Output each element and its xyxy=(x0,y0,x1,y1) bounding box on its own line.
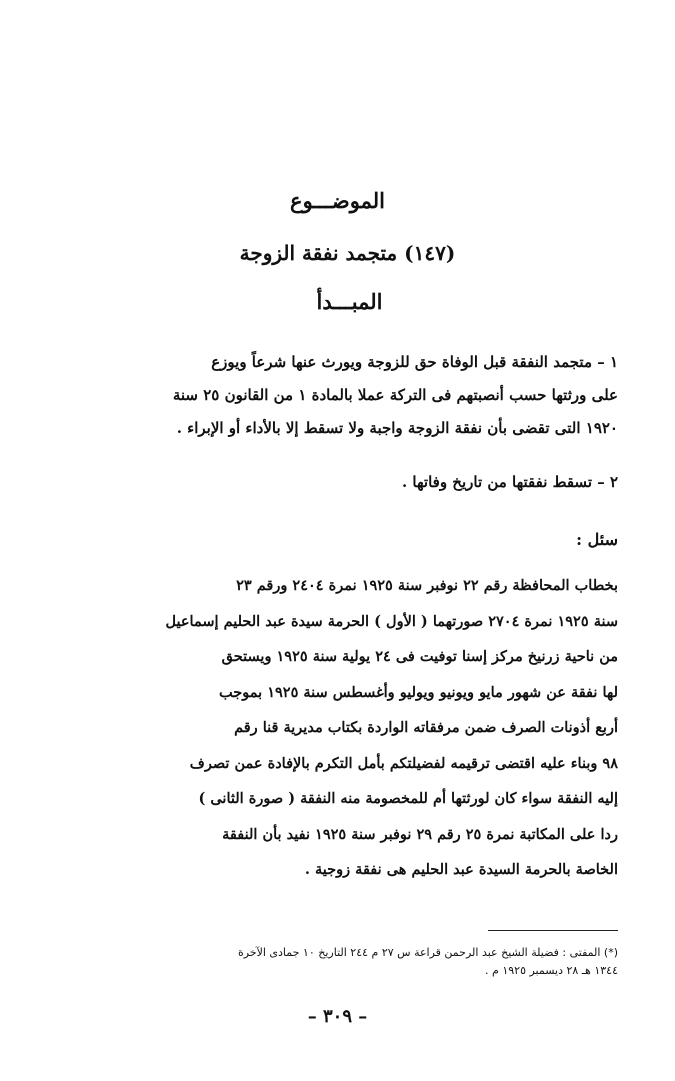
principle-item-2 xyxy=(58,466,618,499)
section-heading-principle: المبـــدأ xyxy=(316,289,383,314)
text-line: لها نفقة عن شهور مايو ويونيو ويوليو وأغسطس سنة ١٩٢٥ بموجب xyxy=(219,683,618,701)
text-line: ردا على المكاتبة نمرة ٢٥ رقم ٢٩ نوفبر سنة ١٩٢٥ نفيد بأن النفقة xyxy=(222,825,618,843)
page-number: – ٣٠٩ – xyxy=(307,1006,368,1027)
fatwa-title: (١٤٧) متجمد نفقة الزوجة xyxy=(239,241,456,265)
text-line: على ورثتها حسب أنصبتهم فى التركة عملا بالمادة ١ من القانون ٢٥ سنة xyxy=(172,386,618,404)
text-line: الخاصة بالحرمة السيدة عبد الحليم هى نفقة زوجية . xyxy=(304,861,618,878)
footnote-line: ١٣٤٤ هـ ٢٨ ديسمبر ١٩٢٥ م . xyxy=(485,964,618,977)
text-line: بخطاب المحافظة رقم ٢٢ نوفبر سنة ١٩٢٥ نمرة ٢٤٠٤ ورقم ٢٣ xyxy=(236,577,618,594)
footnote xyxy=(53,944,618,980)
text-line: ٢ – تسقط نفقتها من تاريخ وفاتها . xyxy=(401,473,618,491)
text-line: سنة ١٩٢٥ نمرة ٢٧٠٤ صورتهما ( الأول ) الحرمة سيدة عبد الحليم إسماعيل xyxy=(165,612,618,630)
text-line: ٩٨ وبناء عليه اقتضى ترقيمه لفضيلتكم بأمل التكرم بالإفادة عمن تصرف xyxy=(189,754,618,772)
principle-item-1 xyxy=(58,346,618,445)
question-body xyxy=(58,568,618,888)
footnote-line: (*) المفتى : فضيلة الشيخ عبد الرحمن قراعة س ٢٧ م ٢٤٤ التاريخ ١٠ جمادى الآخرة xyxy=(237,946,618,959)
text-line: ١ – متجمد النفقة قبل الوفاة حق للزوجة ويورث عنها شرعاً ويوزع xyxy=(211,353,618,371)
section-heading-subject: الموضـــوع xyxy=(290,188,385,213)
question-label: سئل : xyxy=(576,530,618,549)
text-line: أربع أذونات الصرف ضمن مرفقاته الواردة بكتاب مديرية قنا رقم xyxy=(234,719,618,736)
text-line: إليه النفقة سواء كان لورثتها أم للمخصومة منه النفقة ( صورة الثانى ) xyxy=(198,790,618,807)
text-line: من ناحية زرنيخ مركز إسنا توفيت فى ٢٤ يولية سنة ١٩٢٥ ويستحق xyxy=(221,648,618,665)
text-line: ١٩٢٠ التى تقضى بأن نفقة الزوجة واجبة ولا تسقط إلا بالأداء أو الإبراء . xyxy=(176,419,618,437)
footnote-divider xyxy=(488,930,618,931)
